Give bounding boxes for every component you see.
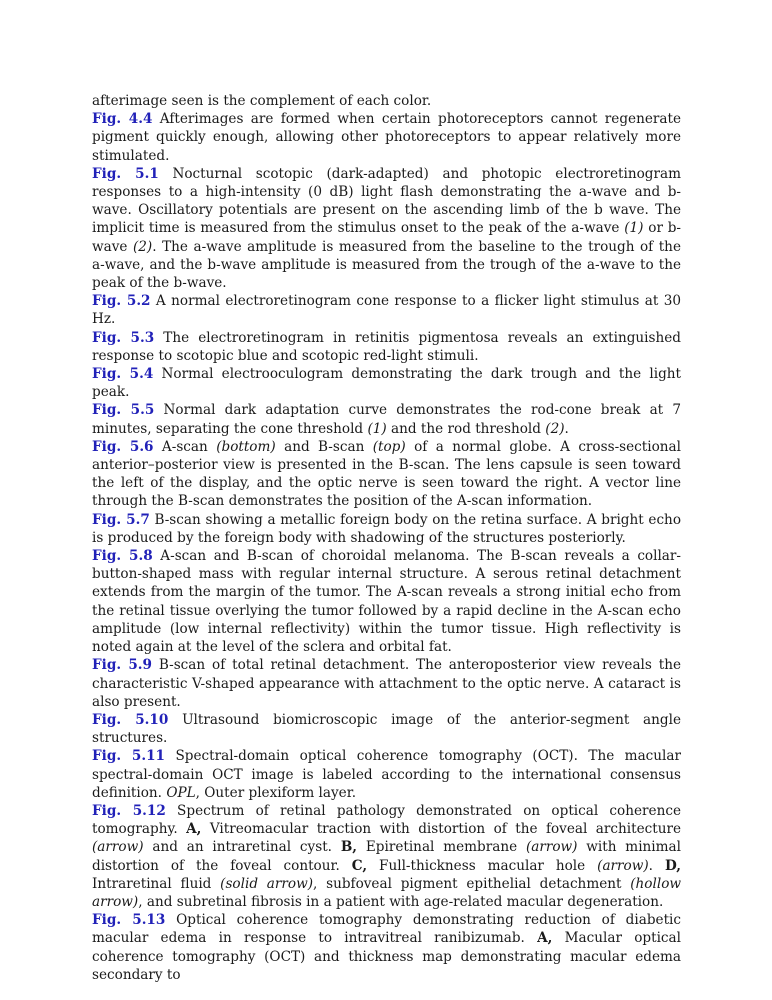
caption-text: afterimage seen is the complement of each color. — [92, 93, 432, 109]
caption-paragraph — [92, 711, 681, 747]
caption-text: . — [564, 420, 569, 437]
figure-reference-link[interactable]: Fig. 5.10 — [92, 711, 169, 728]
bold-label: A, — [186, 821, 202, 838]
italic-text: (1) — [624, 220, 644, 237]
caption-paragraph — [92, 511, 681, 547]
caption-text: B-scan of total retinal detachment. The anteroposterior view reveals the characteristic V-shaped appearance with attachment to the optic nerve. A cataract is also present. — [92, 657, 682, 710]
caption-text: or b-wave — [92, 220, 681, 255]
caption-text: Intraretinal fluid — [92, 875, 221, 892]
figure-reference-link[interactable]: Fig. 4.4 — [92, 111, 153, 128]
caption-paragraph — [92, 747, 681, 802]
caption-paragraph — [92, 292, 681, 328]
caption-text: of a normal globe. A cross-sectional anterior–posterior view is presented in the B-scan. The lens capsule is seen toward the left of the display, and the optic nerve is seen toward the right. A vector line through the B-scan demonstrates the position of the A-scan information. — [92, 438, 681, 510]
caption-paragraph — [92, 656, 681, 711]
italic-text: OPL — [166, 784, 196, 801]
figure-reference-link[interactable]: Fig. 5.6 — [92, 438, 154, 455]
caption-paragraph — [92, 911, 681, 984]
italic-text: (solid arrow) — [220, 875, 314, 892]
caption-text: , Outer plexiform layer. — [195, 784, 357, 801]
caption-paragraph — [92, 401, 681, 437]
figure-reference-link[interactable]: Fig. 5.12 — [92, 802, 166, 819]
caption-text: Full-thickness macular hole — [367, 857, 598, 874]
italic-text: (arrow) — [597, 857, 649, 874]
bold-label: B, — [340, 839, 358, 856]
caption-text: Vitreomacular traction with distortion of the foveal architecture — [201, 821, 681, 838]
caption-paragraph — [92, 547, 681, 656]
bold-label: C, — [351, 857, 368, 874]
caption-text: Ultrasound biomicroscopic image of the anterior-segment angle structures. — [92, 711, 681, 747]
italic-text: (bottom) — [216, 438, 276, 455]
bold-label: A, — [537, 930, 553, 947]
italic-text: (top) — [372, 438, 406, 455]
caption-text: Spectral-domain optical coherence tomography (OCT). The macular spectral-domain OCT image is labeled according to the international consensus definition. — [92, 748, 681, 801]
caption-text: Optical coherence tomography demonstrating reduction of diabetic macular edema in response to intravitreal ranibizumab. — [92, 912, 681, 947]
caption-text: A-scan and B-scan of choroidal melanoma. The B-scan reveals a collar-button-shaped mass with regular internal structure. A serous retinal detachment extends from the margin of the tumor. The A-scan reveals a strong initial echo from the retinal tissue overlying the tumor followed by a rapid decline in the A-scan echo amplitude (low internal reflectivity) within the tumor tissue. High reflectivity is noted again at the level of the sclera and orbital fat. — [92, 548, 682, 656]
italic-text: (1) — [367, 420, 387, 437]
italic-text: (hollow arrow) — [92, 875, 682, 910]
italic-text: (arrow) — [525, 839, 578, 856]
italic-text: (2) — [132, 238, 153, 255]
caption-text: Afterimages are formed when certain photoreceptors cannot regenerate pigment quickly enough, allowing other photoreceptors to appear relatively more stimulated. — [92, 111, 682, 164]
figure-reference-link[interactable]: Fig. 5.7 — [92, 511, 150, 528]
caption-text: Normal electrooculogram demonstrating the dark trough and the light peak. — [92, 366, 681, 401]
figure-reference-link[interactable]: Fig. 5.13 — [92, 912, 166, 929]
bold-label: D, — [664, 857, 681, 874]
caption-text: . — [648, 857, 665, 874]
caption-text: Spectrum of retinal pathology demonstrated on optical coherence tomography. — [92, 802, 681, 838]
figure-reference-link[interactable]: Fig. 5.2 — [92, 293, 151, 310]
caption-paragraph — [92, 438, 681, 511]
caption-paragraph — [92, 165, 681, 292]
caption-paragraph — [92, 110, 681, 165]
caption-text: Macular optical coherence tomography (OCT) and thickness map demonstrating macular edema secondary to — [92, 930, 681, 983]
caption-text: and an intraretinal cyst. — [143, 839, 341, 856]
caption-paragraph — [92, 92, 681, 110]
figure-reference-link[interactable]: Fig. 5.8 — [92, 548, 153, 565]
caption-text: Epiretinal membrane — [357, 839, 526, 856]
figure-reference-link[interactable]: Fig. 5.4 — [92, 366, 154, 383]
caption-text: A normal electroretinogram cone response to a flicker light stimulus at 30 Hz. — [92, 293, 681, 328]
caption-text: Normal dark adaptation curve demonstrates the rod-cone break at 7 minutes, separating the cone threshold — [92, 402, 681, 437]
figure-reference-link[interactable]: Fig. 5.11 — [92, 748, 166, 765]
caption-text: A-scan — [153, 438, 217, 455]
caption-text: and B-scan — [275, 438, 373, 455]
italic-text: (2) — [545, 420, 565, 437]
italic-text: (arrow) — [92, 839, 144, 856]
figure-reference-link[interactable]: Fig. 5.3 — [92, 329, 155, 346]
caption-paragraph — [92, 802, 681, 911]
caption-text: B-scan showing a metallic foreign body on the retina surface. A bright echo is produced by the foreign body with shadowing of the structures posteriorly. — [92, 511, 681, 546]
caption-paragraph — [92, 365, 681, 401]
figure-reference-link[interactable]: Fig. 5.1 — [92, 165, 159, 182]
caption-text: Nocturnal scotopic (dark-adapted) and photopic electroretinogram responses to a high-intensity (0 dB) light flash demonstrating the a-wave and b-wave. Oscillatory potentials are present on the ascending limb of the b wave. The implicit time is measured from the stimulus onset to the peak of the a-wave — [92, 165, 681, 237]
document-page — [92, 92, 681, 984]
caption-paragraph — [92, 329, 681, 365]
caption-text: The electroretinogram in retinitis pigmentosa reveals an extinguished response to scotopic blue and scotopic red-light stimuli. — [92, 329, 682, 364]
caption-text: with minimal distortion of the foveal contour. — [92, 839, 681, 874]
caption-text: and the rod threshold — [386, 420, 546, 437]
caption-text: , subfoveal pigment epithelial detachment — [313, 875, 631, 892]
figure-reference-link[interactable]: Fig. 5.5 — [92, 402, 155, 419]
caption-text: , and subretinal fibrosis in a patient with age-related macular degeneration. — [138, 893, 664, 910]
caption-text: . The a-wave amplitude is measured from the baseline to the trough of the a-wave, and the b-wave amplitude is measured from the trough of the a-wave to the peak of the b-wave. — [92, 238, 681, 292]
figure-reference-link[interactable]: Fig. 5.9 — [92, 657, 152, 674]
